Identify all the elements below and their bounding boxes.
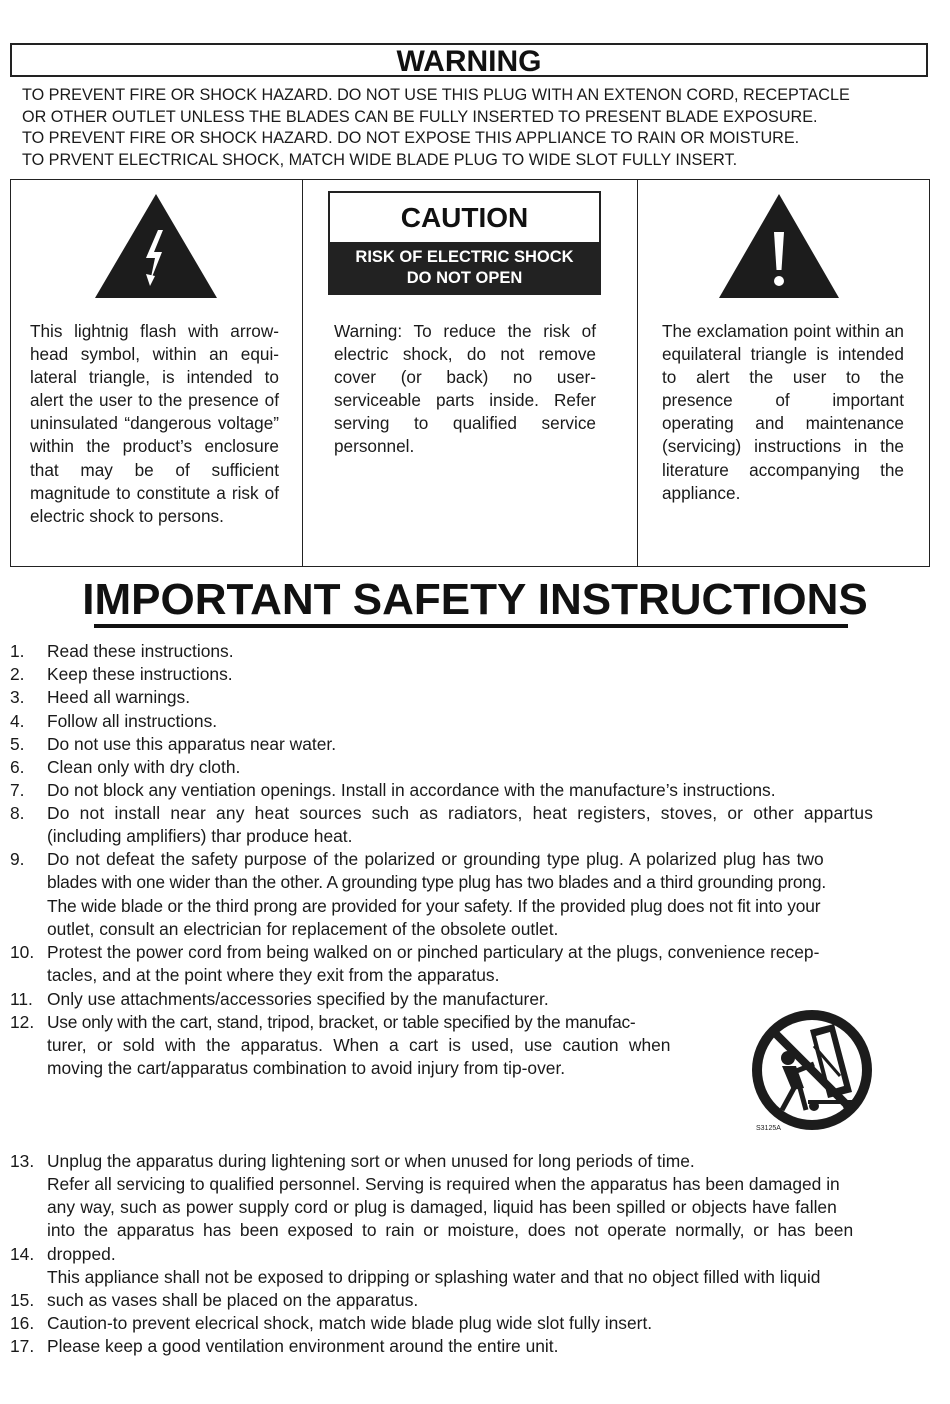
instruction-text: turer, or sold with the apparatus. When a cart is used, use caution when [47,1035,671,1055]
instruction-text: Clean only with dry cloth. [47,757,241,777]
item-number: 11. [10,989,33,1009]
item-number: 14. [10,1244,35,1264]
instruction-text: This appliance shall not be exposed to dripping or splashing water and that no object filled with liquid [47,1267,821,1287]
item-number: 12. [10,1012,35,1032]
caution-band [330,242,599,293]
instruction-text: Heed all warnings. [47,687,191,707]
page-title: IMPORTANT SAFETY INSTRUCTIONS [82,575,868,624]
instruction-text: Use only with the cart, stand, tripod, bracket, or table specified by the manufac- [47,1012,636,1032]
instruction-text: Protest the power cord from being walked on or pinched particulary at the plugs, convenience recep- [47,942,820,962]
instruction-text: Do not defeat the safety purpose of the polarized or grounding type plug. A polarized plug has two [47,849,824,869]
warning-line: OR OTHER OUTLET UNLESS THE BLADES CAN BE FULLY INSERTED TO PRESENT BLADE EXPOSURE. [22,107,818,126]
caution-label [328,191,601,295]
instruction-text: (including amplifiers) thar produce heat. [47,826,353,846]
lightning-symbol-description: This lightnig flash with arrow-head symbol, within an equi-lateral triangle, is intended to alert the user to the presence of uninsulated “dangerous voltage” within the product’s enclosure that may be of sufficient magnitude to constitute a risk of electric shock to persons. [30,321,279,526]
title-underline [94,624,848,628]
item-number: 4. [10,711,25,731]
warning-line: TO PREVENT FIRE OR SHOCK HAZARD. DO NOT EXPOSE THIS APPLIANCE TO RAIN OR MOISTURE. [22,129,800,147]
caution-title: CAUTION [400,202,529,233]
instruction-text: Do not use this apparatus near water. [47,734,337,754]
item-number: 16. [10,1313,35,1333]
instruction-text: Only use attachments/accessories specified by the manufacturer. [47,989,549,1009]
caution-band-line: RISK OF ELECTRIC SHOCK [355,248,574,266]
instruction-text: The wide blade or the third prong are provided for your safety. If the provided plug does not fit into your [47,896,821,916]
caution-description: Warning: To reduce the risk of electric shock, do not remove cover (or back) no user-serviceable parts inside. Refer serving to qualified service personnel. [334,321,596,457]
instruction-text: tacles, and at the point where they exit from the apparatus. [47,965,500,985]
instruction-text: Refer all servicing to qualified personnel. Serving is required when the apparatus has been damaged in [47,1174,840,1194]
instruction-list [0,640,950,1370]
instruction-text: any way, such as power supply cord or plug is damaged, liquid has been spilled or objects have fallen [47,1197,837,1217]
item-number: 6. [10,757,25,777]
exclamation-symbol-description: The exclamation point within an equilateral triangle is intended to alert the user to the presence of important operating and maintenance (servicing) instructions in the literature accompanying the appliance. [662,321,904,503]
warning-title: WARNING [396,45,542,78]
warning-text [22,85,932,171]
exclamation-triangle-icon [719,194,839,298]
instruction-text: Do not block any ventiation openings. Install in accordance with the manufacture’s instructions. [47,780,776,800]
instruction-text: blades with one wider than the other. A grounding type plug has two blades and a third grounding prong. [47,872,826,892]
instruction-text: Do not install near any heat sources such as radiators, heat registers, stoves, or other appartus [47,803,874,823]
column-divider [302,180,303,566]
warning-line: TO PREVENT FIRE OR SHOCK HAZARD. DO NOT USE THIS PLUG WITH AN EXTENON CORD, RECEPTACLE [22,86,850,104]
item-number: 17. [10,1336,35,1356]
instruction-text: Read these instructions. [47,641,234,661]
item-number: 8. [10,803,25,823]
item-number: 1. [10,641,25,661]
instruction-text: into the apparatus has been exposed to rain or moisture, does not operate normally, or has been [47,1220,854,1240]
cart-tip-over-warning-icon [748,1006,878,1134]
item-number: 13. [10,1151,35,1171]
warning-line: TO PRVENT ELECTRICAL SHOCK, MATCH WIDE BLADE PLUG TO WIDE SLOT FULLY INSERT. [22,150,738,169]
item-number: 9. [10,849,25,869]
item-number: 3. [10,687,25,707]
safety-symbols-table [10,179,930,567]
instruction-text: Caution-to prevent elecrical shock, match wide blade plug wide slot fully insert. [47,1313,653,1333]
warning-heading-box [10,43,928,77]
instruction-text: moving the cart/apparatus combination to avoid injury from tip-over. [47,1058,566,1078]
item-number: 7. [10,780,25,800]
lightning-triangle-icon [95,194,217,298]
item-number: 10. [10,942,35,962]
instruction-text: Unplug the apparatus during lightening sort or when unused for long periods of time. [47,1151,695,1171]
instruction-text: Keep these instructions. [47,664,233,684]
instruction-text: outlet, consult an electrician for replacement of the obsolete outlet. [47,919,559,939]
instruction-text: dropped. [47,1244,116,1264]
item-number: 5. [10,734,25,754]
caution-band-line: DO NOT OPEN [406,269,523,287]
cart-icon-code: S3125A [756,1125,781,1132]
instruction-text: Follow all instructions. [47,711,218,731]
instruction-text: Please keep a good ventilation environment around the entire unit. [47,1336,559,1356]
column-divider [637,180,638,566]
item-number: 2. [10,664,25,684]
instruction-text: such as vases shall be placed on the apparatus. [47,1290,419,1310]
item-number: 15. [10,1290,35,1310]
